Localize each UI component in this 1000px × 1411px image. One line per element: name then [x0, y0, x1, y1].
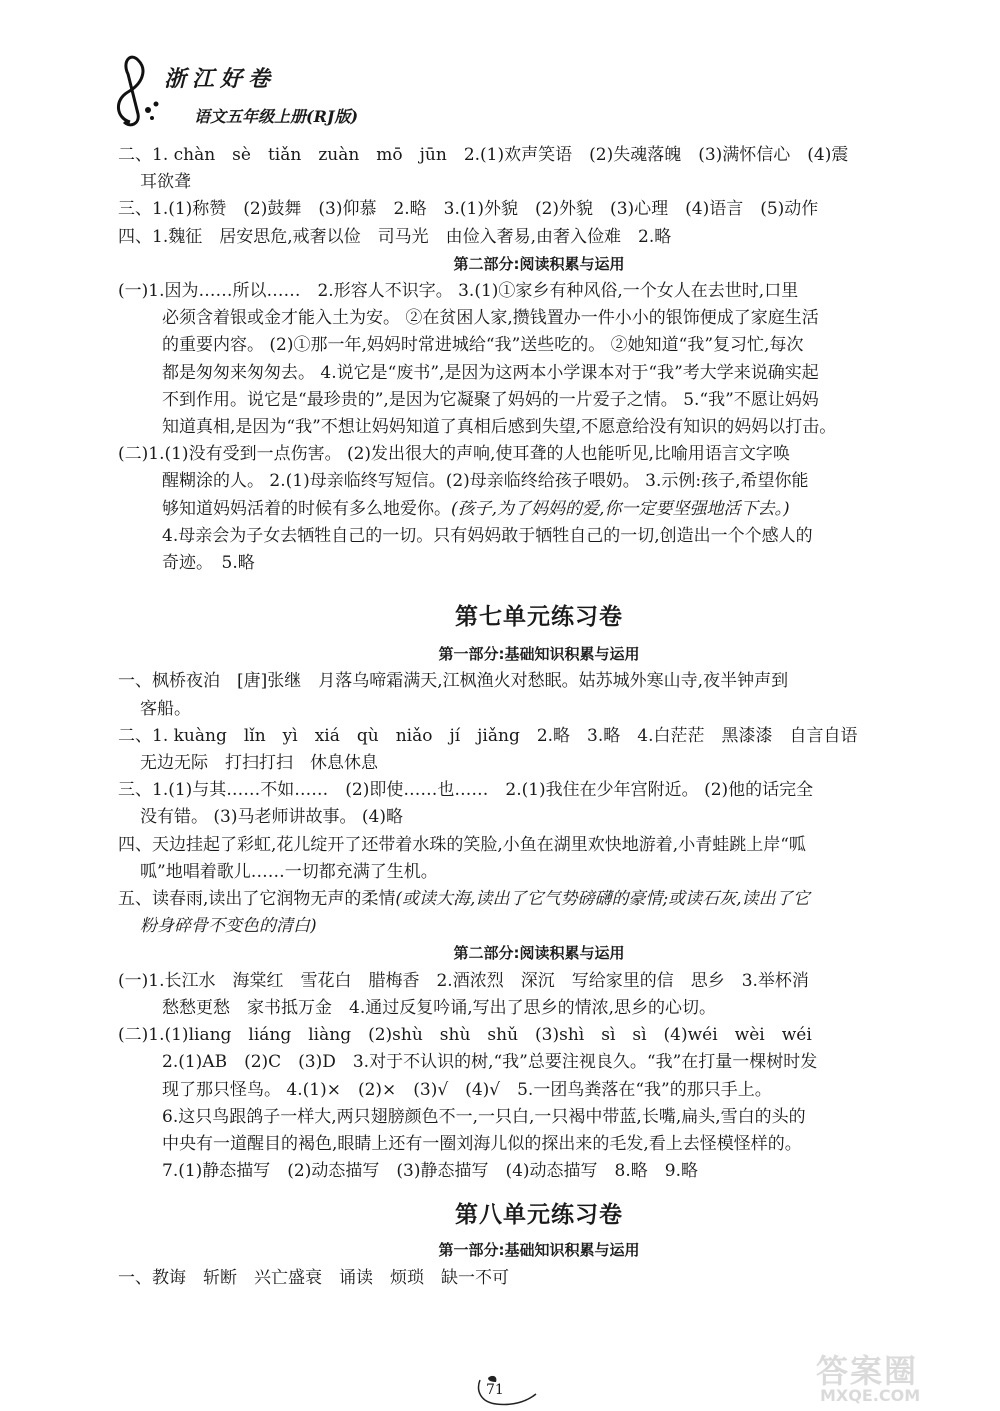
page-header [108, 52, 428, 130]
text-line [118, 886, 960, 913]
text-line: 愁愁更愁 家书抵万金 4.通过反复吟诵,写出了思乡的情浓,思乡的心切。 [162, 997, 717, 1018]
text-line: 6.这只鸟跟鸽子一样大,两只翅膀颜色不一,一只白,一只褐中带蓝,长嘴,扁头,雪白的头的 [162, 1106, 806, 1127]
text-line: 粉身碎骨不变色的清白) [140, 916, 317, 937]
text-line: 奇迹。 5.略 [162, 553, 255, 574]
text-line: 醒糊涂的人。 2.(1)母亲临终写短信。(2)母亲临终给孩子喂奶。 3.示例:孩子,希望你能 [162, 471, 809, 492]
text-segment: 够知道妈妈活着的时候有多么地爱你。 [162, 498, 451, 519]
text-line: 四、天边挂起了彩虹,花儿绽开了还带着水珠的笑脸,小鱼在湖里欢快地游着,小青蛙跳上岸“呱 [118, 834, 806, 855]
text-line: 一、教诲 斩断 兴亡盛衰 诵读 烦琐 缺一不可 [118, 1267, 509, 1288]
section-heading: 第二部分:阅读积累与运用 [453, 944, 625, 963]
text-line: 一、枫桥夜泊 [唐]张继 月落乌啼霜满天,江枫渔火对愁眠。姑苏城外寒山寺,夜半钟声到 [118, 671, 789, 692]
text-line: 耳欲聋 [140, 172, 191, 193]
text-line: 2.(1)AB (2)C (3)D 3.对于不认识的树,“我”总要注视良久。“我”在打量一棵树时发 [162, 1052, 818, 1073]
text-line: 中央有一道醒目的褐色,眼睛上还有一圈刘海儿似的探出来的毛发,看上去怪模怪样的。 [162, 1133, 802, 1154]
text-line: 知道真相,是因为“我”不想让妈妈知道了真相后感到失望,不愿意给没有知识的妈妈以打击。 [162, 417, 837, 438]
brand-title: 浙江好卷 [164, 66, 277, 92]
unit-7-title: 第七单元练习卷 [455, 604, 623, 631]
section-heading: 第二部分:阅读积累与运用 [453, 254, 625, 273]
text-line: 无边无际 打扫打扫 休息休息 [140, 753, 378, 774]
text-segment: 五、读春雨,读出了它润物无声的柔情 [118, 889, 396, 910]
text-line: (二)1.(1)liang liáng liàng (2)shù shù shǔ (3)shì sì sì (4)wéi wèi wéi [118, 1025, 812, 1046]
book-subtitle: 语文五年级上册(RJ版) [194, 107, 359, 126]
text-line: 都是匆匆来匆匆去。 4.说它是“废书”,是因为这两本小学课本对于“我”考大学来说确实起 [162, 362, 819, 383]
text-line: 必须含着银或金才能入土为安。 ②在贫困人家,攒钱置办一件小小的银饰便成了家庭生活 [162, 308, 819, 329]
text-line: 二、1. chàn sè tiǎn zuàn mō jūn 2.(1)欢声笑语 (2)失魂落魄 (3)满怀信心 (4)震 [118, 145, 849, 165]
text-line: 三、1.(1)与其……不如…… (2)即使……也…… 2.(1)我住在少年宫附近。 (2)他的话完全 [118, 780, 814, 801]
leaf-ornament-icon [466, 1372, 546, 1408]
text-line: 不到作用。说它是“最珍贵的”,是因为它凝聚了妈妈的一片爱子之情。 5.“我”不愿让妈妈 [162, 389, 819, 410]
text-line: 二、1. kuàng lǐn yì xiá qù niǎo jí jiǎng 2.略 3.略 4.白茫茫 黑漆漆 自言自语 [118, 725, 858, 746]
text-line: 四、1.魏征 居安思危,戒奢以俭 司马光 由俭入奢易,由奢入俭难 2.略 [118, 226, 672, 247]
text-line: 的重要内容。 (2)①那一年,妈妈时常进城给“我”送些吃的。 ②她知道“我”复习忙,每次 [162, 335, 804, 356]
section-heading: 第一部分:基础知识积累与运用 [438, 1241, 640, 1260]
example-italic-note: (孩子,为了妈妈的爱,你一定要坚强地活下去。) [451, 498, 790, 519]
alternative-italic-note: (或读大海,读出了它气势磅礴的豪情;或读石灰,读出了它 [395, 889, 810, 910]
text-line: 没有错。 (3)马老师讲故事。 (4)略 [140, 807, 403, 828]
text-line: (一)1.长江水 海棠红 雪花白 腊梅香 2.酒浓烈 深沉 写给家里的信 思乡 3.举杯消 [118, 970, 809, 991]
page-number: 71 [486, 1382, 504, 1398]
answer-content [118, 142, 960, 1292]
section-heading: 第一部分:基础知识积累与运用 [438, 645, 640, 664]
text-line: 4.母亲会为子女去牺牲自己的一切。只有妈妈敢于牺牲自己的一切,创造出一个个感人的 [162, 525, 813, 546]
text-line: (一)1.因为……所以…… 2.形容人不识字。 3.(1)①家乡有种风俗,一个女人在去世时,口里 [118, 281, 799, 302]
unit-8-title: 第八单元练习卷 [455, 1202, 623, 1229]
text-line: (二)1.(1)没有受到一点伤害。 (2)发出很大的声响,使耳聋的人也能听见,比喻用语言文字唤 [118, 444, 790, 465]
watermark-text: 答案圈 [816, 1352, 919, 1390]
text-line: 现了那只怪鸟。 4.(1)× (2)× (3)√ (4)√ 5.一团鸟粪落在“我”的那只手上。 [162, 1079, 772, 1100]
text-line: 呱”地唱着歌儿……一切都充满了生机。 [140, 861, 438, 882]
text-line: 客船。 [140, 698, 191, 719]
music-note-logo-icon [108, 52, 168, 130]
text-line [118, 496, 960, 523]
watermark-url: MXQE.COM [820, 1386, 921, 1405]
text-line: 三、1.(1)称赞 (2)鼓舞 (3)仰慕 2.略 3.(1)外貌 (2)外貌 (3)心理 (4)语言 (5)动作 [118, 199, 819, 220]
text-line: 7.(1)静态描写 (2)动态描写 (3)静态描写 (4)动态描写 8.略 9.略 [162, 1161, 698, 1182]
site-watermark [816, 1346, 992, 1406]
page-footer [466, 1372, 546, 1408]
